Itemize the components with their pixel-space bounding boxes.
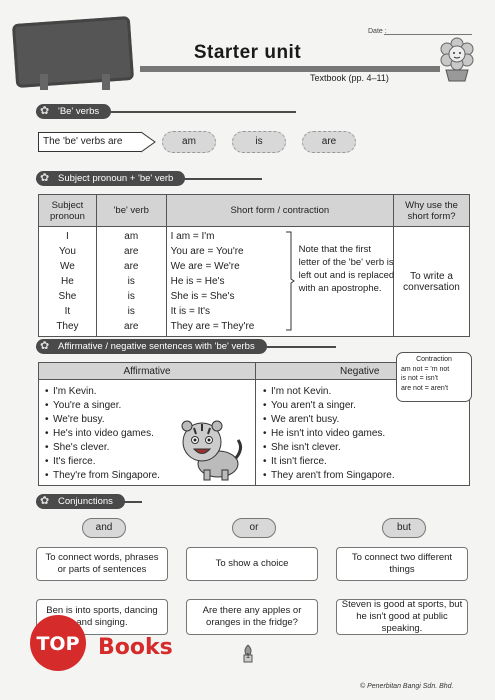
tiger-illustration [178, 412, 244, 482]
column-header: Subject pronoun [39, 195, 97, 227]
list-item: • It's fierce. [45, 455, 160, 469]
apostrophe-note: Note that the first letter of the 'be' verb is left out and is replaced with an apostrophe. [298, 244, 395, 294]
list-item: • She isn't clever. [263, 441, 395, 455]
short-form-cell: We are = We're [170, 261, 240, 272]
short-form-column [166, 227, 393, 337]
pronoun-cell: He [61, 276, 74, 287]
be-verb-am: am [162, 131, 216, 153]
conjunction-but: but [382, 518, 426, 538]
list-item: • It isn't fierce. [263, 455, 395, 469]
be-verb-cell: am [124, 231, 139, 242]
date-field[interactable] [384, 34, 472, 35]
list-item: • She's clever. [45, 441, 160, 455]
pronoun-table [38, 194, 470, 337]
arrow-right-icon [141, 128, 157, 156]
title-underline [140, 66, 440, 72]
section-heading-be-verbs: ✿ 'Be' verbs [36, 104, 111, 119]
conjunction-use-or: To show a choice [186, 547, 318, 581]
column-header: Why use the short form? [394, 195, 470, 227]
textbook-reference: Textbook (pp. 4–11) [310, 73, 389, 83]
chalkboard-leg [40, 74, 48, 90]
gear-icon: ✿ [40, 105, 50, 117]
be-verb-are: are [302, 131, 356, 153]
column-header: 'be' verb [96, 195, 166, 227]
short-form-cell: You are = You're [170, 246, 244, 257]
list-item: • We're busy. [45, 413, 160, 427]
be-verb-cell: are [124, 246, 139, 257]
reason-cell: To write a conversation [394, 227, 470, 337]
negative-list [263, 385, 395, 483]
be-verb-cell: are [124, 261, 139, 272]
short-form-cell: He is = He's [170, 276, 225, 287]
affirmative-list [45, 385, 160, 483]
conjunction-example-or: Are there any apples or oranges in the fridge? [186, 599, 318, 635]
contraction-line: am not = 'm not [401, 365, 450, 373]
short-form-cell: She is = She's [170, 291, 235, 302]
affirmative-header: Affirmative [39, 363, 255, 380]
be-verb-cell: is [127, 291, 135, 302]
conjunction-example-and: Ben is into sports, dancing and singing. [36, 599, 168, 635]
section-heading-conjunctions: ✿ Conjunctions [36, 494, 125, 509]
pronoun-cell: You [59, 246, 76, 257]
be-verb-column [96, 227, 166, 337]
section-heading-affirmative-negative: ✿ Affirmative / negative sentences with 'be' verbs [36, 339, 267, 354]
list-item: • I'm Kevin. [45, 385, 160, 399]
contraction-title: Contraction [416, 356, 452, 363]
be-verb-is: is [232, 131, 286, 153]
conjunction-example-but: Steven is good at sports, but he isn't good at public speaking. [336, 599, 468, 635]
column-divider [255, 363, 256, 485]
be-verb-cell: is [127, 306, 135, 317]
page-number: 1 [246, 653, 250, 660]
list-item: • They're from Singapore. [45, 469, 160, 483]
section-heading-subject-pronoun: ✿ Subject pronoun + 'be' verb [36, 171, 185, 186]
column-header: Short form / contraction [166, 195, 393, 227]
list-item: • They aren't from Singapore. [263, 469, 395, 483]
page-title: Starter unit [193, 42, 302, 63]
be-verb-cell: is [127, 276, 135, 287]
gear-icon: ✿ [40, 340, 50, 352]
pronoun-column [39, 227, 97, 337]
pronoun-cell: It [64, 306, 71, 317]
pronoun-cell: We [60, 261, 75, 272]
contraction-line: are not = aren't [401, 384, 449, 392]
list-item: • He's into video games. [45, 427, 160, 441]
flower-pot-icon [436, 36, 478, 82]
copyright: © Penerbitan Bangi Sdn. Bhd. [360, 683, 454, 690]
list-item: • He isn't into video games. [263, 427, 395, 441]
conjunction-use-but: To connect two different things [336, 547, 468, 581]
list-item: • You're a singer. [45, 399, 160, 413]
svg-text:TOP: TOP [36, 633, 80, 655]
conjunction-use-and: To connect words, phrases or parts of sentences [36, 547, 168, 581]
watermark-text: Books [98, 635, 173, 660]
negative-header: Negative [256, 363, 469, 380]
conjunction-or: or [232, 518, 276, 538]
list-item: • I'm not Kevin. [263, 385, 395, 399]
be-verbs-intro: The 'be' verbs are [38, 132, 142, 152]
date-label: Date : [368, 28, 387, 35]
short-form-cell: I am = I'm [170, 231, 215, 242]
gear-icon: ✿ [40, 172, 50, 184]
pronoun-cell: I [66, 231, 69, 242]
pronoun-cell: She [58, 291, 77, 302]
short-form-cell: It is = It's [170, 306, 211, 317]
list-item: • We aren't busy. [263, 413, 395, 427]
list-item: • You aren't a singer. [263, 399, 395, 413]
be-verb-cell: are [124, 321, 139, 332]
chalkboard-leg [102, 74, 110, 90]
short-form-cell: They are = They're [170, 321, 255, 332]
contraction-note [396, 352, 472, 402]
contraction-line: is not = isn't [401, 375, 438, 382]
conjunction-and: and [82, 518, 126, 538]
bracket-icon [285, 231, 295, 331]
gear-icon: ✿ [40, 495, 50, 507]
pronoun-cell: They [56, 321, 79, 332]
